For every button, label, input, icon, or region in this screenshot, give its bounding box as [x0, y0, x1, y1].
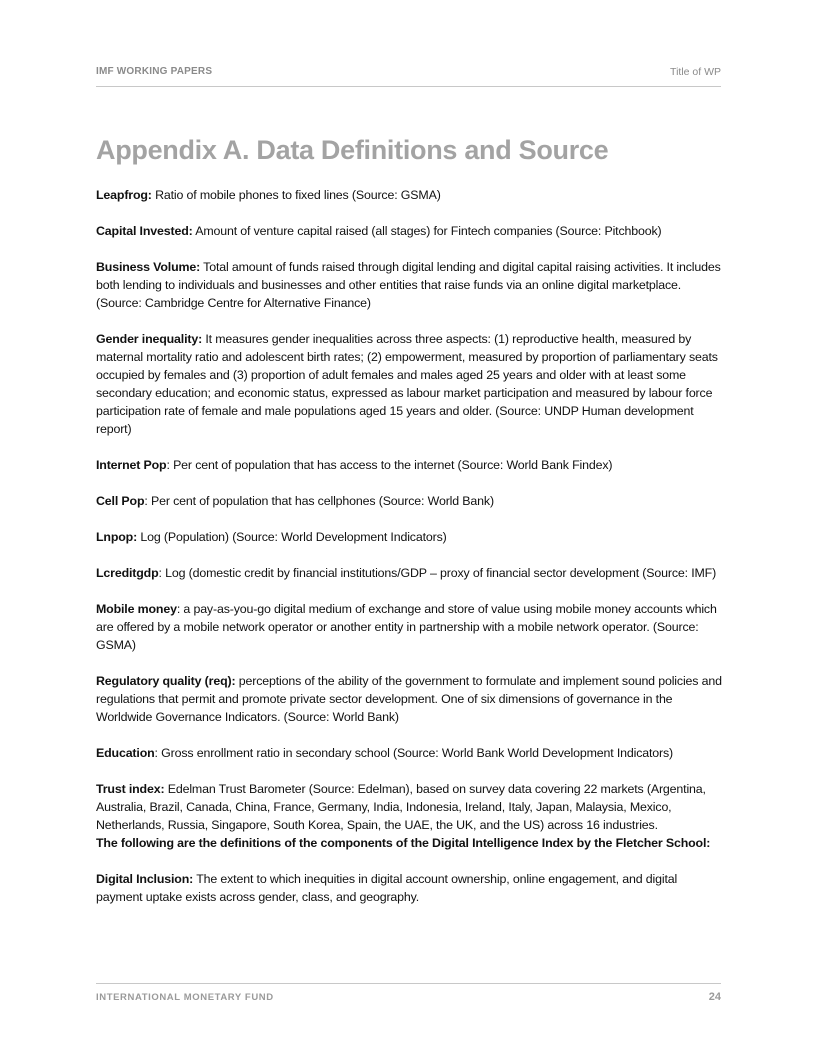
- definition-text: : Per cent of population that has access to the internet (Source: World Bank Findex): [166, 458, 613, 472]
- page-title: Appendix A. Data Definitions and Source: [96, 135, 609, 165]
- definition-text: It measures gender inequalities across three aspects: (1) reproductive health, measured by maternal mortality ratio and adolescent birth rates; (2) empowerment, measured by proportion of parliamentary seats occupied by females and (3) proportion of adult females and males aged 25 years and older with at least some secondary education; and economic status, expressed as labour market participation and measured by labour force participation rate of female and male populations aged 15 years and older. (Source: UNDP Human development report): [96, 332, 718, 436]
- definition-gender-inequality: [96, 330, 724, 438]
- definition-text: : Log (domestic credit by financial institutions/GDP – proxy of financial sector development (Source: IMF): [158, 566, 717, 580]
- header-series-label: IMF WORKING PAPERS: [96, 66, 213, 77]
- definition-digital-inclusion: [96, 870, 724, 906]
- definition-lnpop: [96, 528, 724, 546]
- definition-cell-pop: [96, 492, 724, 510]
- fletcher-intro: The following are the definitions of the components of the Digital Intelligence Index by the Fletcher School:: [96, 836, 711, 850]
- definitions-list: [96, 186, 724, 924]
- definition-term: Leapfrog:: [96, 188, 152, 202]
- definition-term: Trust index:: [96, 782, 165, 796]
- definition-term: Education: [96, 746, 155, 760]
- page-footer: [96, 983, 721, 1004]
- definition-text: : Per cent of population that has cellphones (Source: World Bank): [144, 494, 494, 508]
- header-paper-title: Title of WP: [670, 66, 721, 78]
- definition-text: Amount of venture capital raised (all stages) for Fintech companies (Source: Pitchbook): [192, 224, 662, 238]
- definition-term: Regulatory quality (req):: [96, 674, 236, 688]
- definition-capital-invested: [96, 222, 724, 240]
- definition-text: Ratio of mobile phones to fixed lines (Source: GSMA): [151, 188, 441, 202]
- footer-org-name: INTERNATIONAL MONETARY FUND: [96, 992, 274, 1003]
- definition-term: Lnpop:: [96, 530, 138, 544]
- definition-text: : Gross enrollment ratio in secondary school (Source: World Bank World Development Indicators): [154, 746, 674, 760]
- definition-internet-pop: [96, 456, 724, 474]
- definition-trust-index: [96, 780, 724, 834]
- definition-business-volume: [96, 258, 724, 312]
- definition-regulatory-quality: [96, 672, 724, 726]
- definition-text: Total amount of funds raised through digital lending and digital capital raising activities. It includes both lending to individuals and businesses and other entities that raise funds via an online digital marketplace. (Source: Cambridge Centre for Alternative Finance): [96, 260, 721, 310]
- definition-mobile-money: [96, 600, 724, 654]
- definition-text: Edelman Trust Barometer (Source: Edelman), based on survey data covering 22 markets (Argentina, Australia, Brazil, Canada, China, France, Germany, India, Indonesia, Ireland, Italy, Japan, Malaysia, Mexico, Netherlands, Russia, Singapore, South Korea, Spain, the UAE, the UK, and the US) across 16 industries.: [96, 782, 706, 832]
- definition-term: Lcreditgdp: [96, 566, 159, 580]
- page-header: [96, 66, 721, 87]
- definition-term: Capital Invested:: [96, 224, 193, 238]
- page-number: 24: [708, 991, 721, 1003]
- definition-text: : a pay-as-you-go digital medium of exchange and store of value using mobile money accounts which are offered by a mobile network operator or another entity in partnership with a mobile network operator. (Source: GSMA): [96, 602, 717, 652]
- definition-term: Internet Pop: [96, 458, 167, 472]
- definition-text: The extent to which inequities in digital account ownership, online engagement, and digital payment uptake exists across gender, class, and geography.: [96, 872, 678, 904]
- definition-lcreditgdp: [96, 564, 724, 582]
- definition-term: Mobile money: [96, 602, 177, 616]
- definition-education: [96, 744, 724, 762]
- definition-term: Business Volume:: [96, 260, 201, 274]
- definition-leapfrog: [96, 186, 724, 204]
- definition-term: Digital Inclusion:: [96, 872, 194, 886]
- definition-term: Gender inequality:: [96, 332, 203, 346]
- definition-text: Log (Population) (Source: World Development Indicators): [137, 530, 447, 544]
- definition-text: perceptions of the ability of the government to formulate and implement sound policies and regulations that permit and promote private sector development. One of six dimensions of governance in the Worldwide Governance Indicators. (Source: World Bank): [96, 674, 722, 724]
- definition-term: Cell Pop: [96, 494, 145, 508]
